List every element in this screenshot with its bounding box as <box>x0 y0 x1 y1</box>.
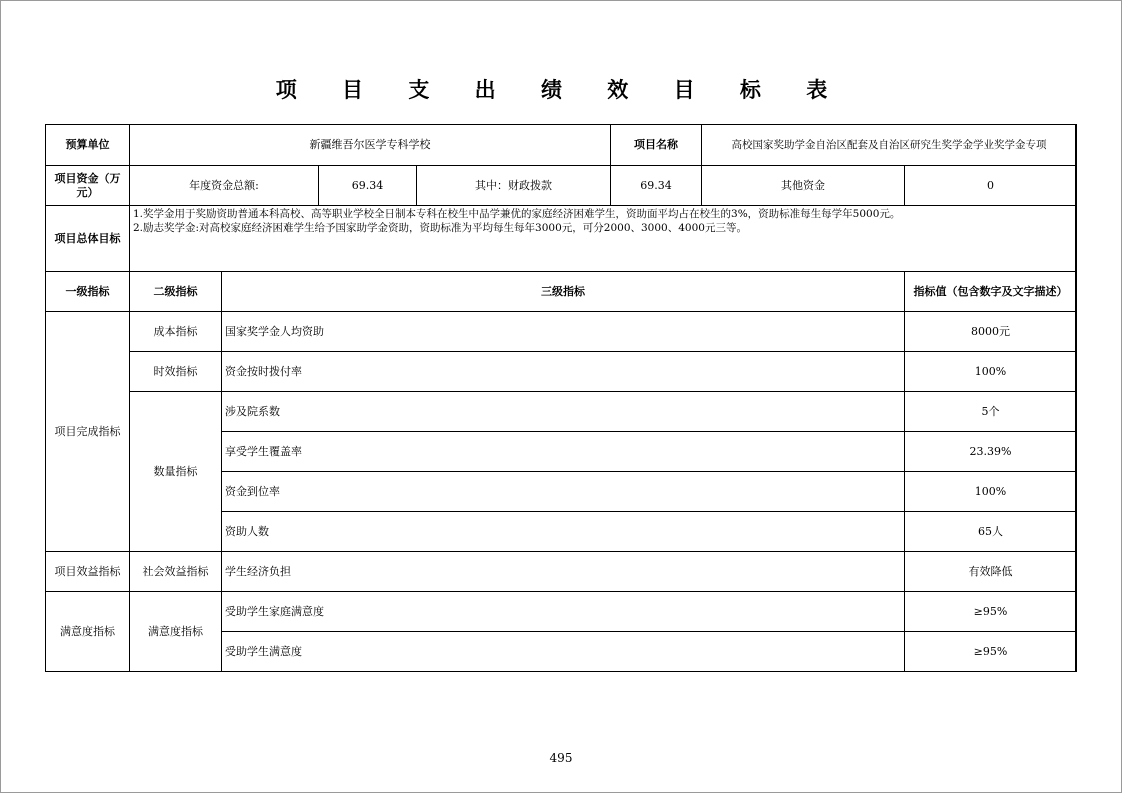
level2-cell: 满意度指标 <box>130 592 222 672</box>
column-header-row <box>46 272 1077 312</box>
table-row <box>46 352 1077 392</box>
annual-total-value: 69.34 <box>319 166 417 206</box>
other-funds-value: 0 <box>905 166 1077 206</box>
level1-cell: 项目完成指标 <box>46 312 130 552</box>
budget-unit-value: 新疆维吾尔医学专科学校 <box>130 125 611 166</box>
overall-goal-line-1: 1.奖学金用于奖励资助普通本科高校、高等职业学校全日制本专科在校生中品学兼优的家庭经济困难学生，资助面平均占在校生的3%，资助标准每生每学年5000元。 <box>133 208 901 220</box>
level1-cell: 项目效益指标 <box>46 552 130 592</box>
col-level3-header: 三级指标 <box>222 272 905 312</box>
level3-cell: 学生经济负担 <box>222 552 905 592</box>
level3-cell: 资金按时拨付率 <box>222 352 905 392</box>
fiscal-allocation-label: 其中：财政拨款 <box>417 166 611 206</box>
value-cell: 8000元 <box>905 312 1077 352</box>
annual-total-label: 年度资金总额: <box>130 166 319 206</box>
level2-cell: 时效指标 <box>130 352 222 392</box>
project-funds-label: 项目资金（万元） <box>46 166 130 206</box>
value-cell: 100% <box>905 472 1077 512</box>
col-level1-header: 一级指标 <box>46 272 130 312</box>
level3-cell: 涉及院系数 <box>222 392 905 432</box>
col-level2-header: 二级指标 <box>130 272 222 312</box>
table-row <box>46 392 1077 432</box>
value-cell: ≥95% <box>905 592 1077 632</box>
table-row <box>46 552 1077 592</box>
overall-goal-line-2: 2.励志奖学金:对高校家庭经济困难学生给予国家助学金资助，资助标准为平均每生每年3000元，可分2000、3000、4000元三等。 <box>133 222 747 234</box>
level3-cell: 受助学生家庭满意度 <box>222 592 905 632</box>
level2-cell: 数量指标 <box>130 392 222 552</box>
value-cell: 100% <box>905 352 1077 392</box>
level2-cell: 社会效益指标 <box>130 552 222 592</box>
table-row <box>46 312 1077 352</box>
budget-unit-label: 预算单位 <box>46 125 130 166</box>
level3-cell: 资金到位率 <box>222 472 905 512</box>
level1-cell: 满意度指标 <box>46 592 130 672</box>
level3-cell: 资助人数 <box>222 512 905 552</box>
page-number: 495 <box>549 751 573 765</box>
fiscal-allocation-value: 69.34 <box>611 166 702 206</box>
level3-cell: 国家奖学金人均资助 <box>222 312 905 352</box>
header-row-funds <box>46 166 1077 206</box>
level3-cell: 享受学生覆盖率 <box>222 432 905 472</box>
value-cell: ≥95% <box>905 632 1077 672</box>
other-funds-label: 其他资金 <box>702 166 905 206</box>
value-cell: 5个 <box>905 392 1077 432</box>
table-row <box>46 592 1077 632</box>
level3-cell: 受助学生满意度 <box>222 632 905 672</box>
value-cell: 有效降低 <box>905 552 1077 592</box>
value-cell: 65人 <box>905 512 1077 552</box>
overall-goal-text <box>130 206 1077 272</box>
overall-goal-label: 项目总体目标 <box>46 206 130 272</box>
project-name-label: 项目名称 <box>611 125 702 166</box>
project-name-value: 高校国家奖助学金自治区配套及自治区研究生奖学金学业奖学金专项 <box>702 125 1077 166</box>
col-value-header: 指标值（包含数字及文字描述） <box>905 272 1077 312</box>
performance-target-table <box>45 124 1077 672</box>
header-row-unit <box>46 125 1077 166</box>
page-title: 项 目 支 出 绩 效 目 标 表 <box>275 78 847 102</box>
level2-cell: 成本指标 <box>130 312 222 352</box>
value-cell: 23.39% <box>905 432 1077 472</box>
overall-goal-row <box>46 206 1077 272</box>
